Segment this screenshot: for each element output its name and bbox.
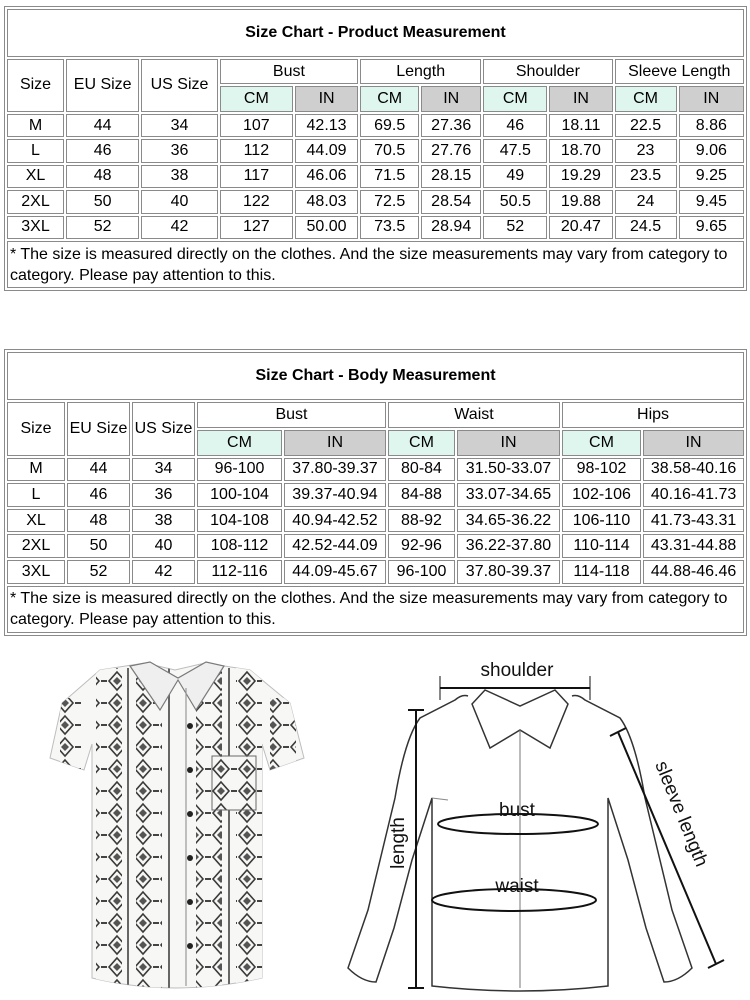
size-cell: L — [7, 139, 64, 162]
table-cell: 50.5 — [483, 190, 547, 213]
table-cell: 49 — [483, 165, 547, 188]
bust-header: Bust — [197, 402, 386, 428]
table-cell: 9.25 — [679, 165, 744, 188]
sleeve-length-header: Sleeve Length — [615, 59, 745, 84]
table-row — [7, 509, 744, 533]
unit-cm: CM — [562, 430, 641, 456]
size-cell: 2XL — [7, 534, 65, 558]
table-cell: 44.09-45.67 — [284, 560, 386, 584]
size-cell: 3XL — [7, 216, 64, 239]
length-label: length — [388, 817, 409, 869]
bust-label: bust — [499, 800, 535, 821]
table-cell: 117 — [220, 165, 293, 188]
table-cell: 46 — [67, 483, 130, 507]
table-cell: 100-104 — [197, 483, 282, 507]
table-cell: 92-96 — [388, 534, 455, 558]
table-cell: 18.70 — [549, 139, 612, 162]
table-cell: 44 — [67, 458, 130, 482]
shoulder-header: Shoulder — [483, 59, 612, 84]
shirt-photo — [50, 662, 304, 998]
hips-header: Hips — [562, 402, 744, 428]
us-size-header: US Size — [141, 59, 217, 112]
measure-lines — [408, 676, 724, 988]
table-cell: 52 — [483, 216, 547, 239]
table-cell: 9.06 — [679, 139, 744, 162]
table-cell: 48.03 — [295, 190, 358, 213]
table-cell: 46 — [66, 139, 139, 162]
table-cell: 44.09 — [295, 139, 358, 162]
table-cell: 42 — [141, 216, 217, 239]
size-header: Size — [7, 402, 65, 455]
unit-cm: CM — [483, 86, 547, 112]
table-cell: 73.5 — [360, 216, 419, 239]
waist-header: Waist — [388, 402, 560, 428]
table-row — [7, 165, 744, 188]
table-cell: 96-100 — [197, 458, 282, 482]
table-cell: 40 — [132, 534, 195, 558]
product-size-table — [4, 6, 747, 291]
table-cell: 36.22-37.80 — [457, 534, 560, 558]
size-cell: XL — [7, 165, 64, 188]
size-cell: 2XL — [7, 190, 64, 213]
table-cell: 104-108 — [197, 509, 282, 533]
table-cell: 112 — [220, 139, 293, 162]
table-row — [7, 458, 744, 482]
table-cell: 38.58-40.16 — [643, 458, 744, 482]
table-cell: 36 — [132, 483, 195, 507]
table-cell: 9.45 — [679, 190, 744, 213]
table-cell: 127 — [220, 216, 293, 239]
table-cell: 44.88-46.46 — [643, 560, 744, 584]
unit-in: IN — [295, 86, 358, 112]
table-cell: 42.13 — [295, 114, 358, 137]
table-cell: 8.86 — [679, 114, 744, 137]
table-cell: 9.65 — [679, 216, 744, 239]
unit-cm: CM — [220, 86, 293, 112]
table-cell: 37.80-39.37 — [284, 458, 386, 482]
unit-in: IN — [457, 430, 560, 456]
body-chart-note: * The size is measured directly on the clothes. And the size measurements may vary from category to category. Please pay attention to this. — [7, 586, 744, 633]
table-cell: 28.15 — [421, 165, 481, 188]
size-header: Size — [7, 59, 64, 112]
table-cell: 122 — [220, 190, 293, 213]
table-cell: 34.65-36.22 — [457, 509, 560, 533]
table-row — [7, 560, 744, 584]
table-cell: 40 — [141, 190, 217, 213]
table-cell: 52 — [66, 216, 139, 239]
table-row — [7, 534, 744, 558]
table-cell: 33.07-34.65 — [457, 483, 560, 507]
body-size-table — [4, 349, 747, 636]
table-cell: 72.5 — [360, 190, 419, 213]
size-cell: M — [7, 114, 64, 137]
table-cell: 110-114 — [562, 534, 641, 558]
size-cell: XL — [7, 509, 65, 533]
table-cell: 28.94 — [421, 216, 481, 239]
table-row — [7, 216, 744, 239]
table-cell: 50 — [67, 534, 130, 558]
table-cell: 40.94-42.52 — [284, 509, 386, 533]
table-cell: 44 — [66, 114, 139, 137]
waist-label: waist — [495, 876, 539, 897]
table-cell: 40.16-41.73 — [643, 483, 744, 507]
table-cell: 48 — [67, 509, 130, 533]
unit-in: IN — [421, 86, 481, 112]
unit-cm: CM — [615, 86, 677, 112]
table-cell: 20.47 — [549, 216, 612, 239]
table-cell: 46 — [483, 114, 547, 137]
unit-in: IN — [284, 430, 386, 456]
table-row — [7, 114, 744, 137]
table-cell: 114-118 — [562, 560, 641, 584]
table-cell: 31.50-33.07 — [457, 458, 560, 482]
table-cell: 41.73-43.31 — [643, 509, 744, 533]
table-cell: 36 — [141, 139, 217, 162]
length-header: Length — [360, 59, 481, 84]
table-cell: 24 — [615, 190, 677, 213]
table-cell: 106-110 — [562, 509, 641, 533]
table-cell: 34 — [141, 114, 217, 137]
product-chart-title: Size Chart - Product Measurement — [7, 9, 744, 57]
table-cell: 112-116 — [197, 560, 282, 584]
table-cell: 80-84 — [388, 458, 455, 482]
table-cell: 38 — [132, 509, 195, 533]
table-cell: 50.00 — [295, 216, 358, 239]
unit-in: IN — [549, 86, 612, 112]
table-cell: 96-100 — [388, 560, 455, 584]
table-cell: 42.52-44.09 — [284, 534, 386, 558]
table-cell: 43.31-44.88 — [643, 534, 744, 558]
table-cell: 107 — [220, 114, 293, 137]
table-cell: 42 — [132, 560, 195, 584]
table-row — [7, 483, 744, 507]
us-size-header: US Size — [132, 402, 195, 455]
unit-cm: CM — [197, 430, 282, 456]
table-cell: 88-92 — [388, 509, 455, 533]
table-cell: 102-106 — [562, 483, 641, 507]
table-cell: 71.5 — [360, 165, 419, 188]
table-cell: 37.80-39.37 — [457, 560, 560, 584]
size-cell: 3XL — [7, 560, 65, 584]
table-cell: 23.5 — [615, 165, 677, 188]
table-cell: 46.06 — [295, 165, 358, 188]
table-cell: 23 — [615, 139, 677, 162]
table-cell: 52 — [67, 560, 130, 584]
unit-cm: CM — [388, 430, 455, 456]
shoulder-label: shoulder — [480, 660, 554, 681]
body-chart-title: Size Chart - Body Measurement — [7, 352, 744, 400]
table-cell: 28.54 — [421, 190, 481, 213]
table-cell: 22.5 — [615, 114, 677, 137]
size-cell: L — [7, 483, 65, 507]
table-cell: 27.76 — [421, 139, 481, 162]
table-row — [7, 190, 744, 213]
table-cell: 27.36 — [421, 114, 481, 137]
table-cell: 39.37-40.94 — [284, 483, 386, 507]
table-cell: 47.5 — [483, 139, 547, 162]
table-cell: 70.5 — [360, 139, 419, 162]
unit-in: IN — [679, 86, 744, 112]
table-cell: 38 — [141, 165, 217, 188]
table-cell: 50 — [66, 190, 139, 213]
table-cell: 84-88 — [388, 483, 455, 507]
eu-size-header: EU Size — [67, 402, 130, 455]
table-cell: 108-112 — [197, 534, 282, 558]
table-cell: 19.29 — [549, 165, 612, 188]
table-cell: 98-102 — [562, 458, 641, 482]
product-chart-note: * The size is measured directly on the clothes. And the size measurements may vary from category to category. Please pay attention to this. — [7, 241, 744, 288]
table-cell: 24.5 — [615, 216, 677, 239]
eu-size-header: EU Size — [66, 59, 139, 112]
sleeve-length-label: sleeve length — [650, 758, 712, 870]
bust-header: Bust — [220, 59, 358, 84]
unit-cm: CM — [360, 86, 419, 112]
table-cell: 69.5 — [360, 114, 419, 137]
table-cell: 34 — [132, 458, 195, 482]
unit-in: IN — [643, 430, 744, 456]
table-row — [7, 139, 744, 162]
illustrations — [0, 648, 750, 1000]
size-cell: M — [7, 458, 65, 482]
illustration-canvas — [0, 648, 750, 1000]
table-cell: 19.88 — [549, 190, 612, 213]
table-cell: 18.11 — [549, 114, 612, 137]
table-cell: 48 — [66, 165, 139, 188]
